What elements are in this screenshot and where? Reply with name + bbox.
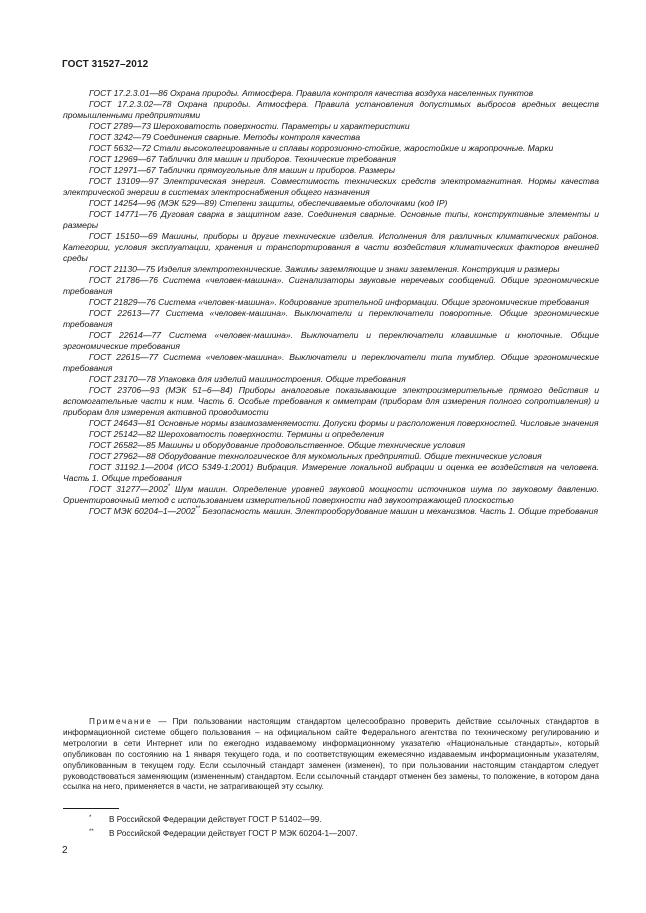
footnote-text: В Российской Федерации действует ГОСТ Р 51402—99.	[109, 815, 322, 824]
reference-item: ГОСТ 17.2.3.02—78 Охрана природы. Атмосфера. Правила установления допустимых выбросов вредных веществ промышленными предприятиями	[63, 99, 599, 120]
reference-item: ГОСТ 14771—76 Дуговая сварка в защитном газе. Соединения сварные. Основные типы, конструктивные элементы и размеры	[63, 209, 599, 230]
references-list	[63, 88, 599, 517]
reference-item: ГОСТ 15150—69 Машины, приборы и другие технические изделия. Исполнения для различных климатических районов. Категории, условия эксплуатации, хранения и транспортирования в части воздействия климатических факторов внешней среды	[63, 231, 599, 263]
page-number: 2	[62, 845, 68, 856]
footnote-mark: **	[89, 829, 94, 835]
reference-item: ГОСТ 25142—82 Шероховатость поверхности. Термины и определения	[89, 429, 384, 439]
footnote-text: В Российской Федерации действует ГОСТ Р МЭК 60204-1—2007.	[109, 829, 358, 838]
reference-item	[63, 506, 599, 517]
reference-item: ГОСТ 12969—67 Таблички для машин и приборов. Технические требования	[89, 154, 397, 164]
reference-item: ГОСТ 24643—81 Основные нормы взаимозаменяемости. Допуски формы и расположения поверхностей. Числовые значения	[89, 418, 599, 428]
note-paragraph	[63, 717, 599, 793]
reference-item: ГОСТ 3242—79 Соединения сварные. Методы контроля качества	[89, 132, 361, 142]
footnote-ref[interactable]: **	[195, 506, 201, 513]
note-text: — При пользовании настоящим стандартом целесообразно проверить действие ссылочных стандартов в информационной системе общего пользования – на официальном сайте Федерального агентства по техническому регулированию и метрологии в сети Интернет или по ежегодно издаваемому информационному указателю «Национальные стандарты», который опубликован по состоянию на 1 января текущего года, и по соответствующим ежемесячно издаваемым информационным указателям, опубликованным в текущем году. Если ссылочный стандарт заменен (изменен), то при пользовании настоящим стандартом следует руководствоваться заменяющим (измененным) стандартом. Если ссылочный стандарт отменен без замены, то положение, в котором дана ссылка на него, применяется в части, не затрагивающей эту ссылку.	[63, 717, 599, 792]
reference-item: ГОСТ 23706—93 (МЭК 51–6—84) Приборы аналоговые показывающие электроизмерительные прямого действия и вспомогательные части к ним. Часть 6. Особые требования к омметрам (приборам для измерения полного сопротивления) и приборам для измерения активной проводимости	[63, 385, 599, 417]
reference-item: ГОСТ 23170—78 Упаковка для изделий машиностроения. Общие требования	[89, 374, 406, 384]
footnotes	[89, 812, 358, 840]
footnote	[89, 812, 358, 826]
reference-item: ГОСТ 13109—97 Электрическая энергия. Совместимость технических средств электромагнитная. Нормы качества электрической энергии в системах электроснабжения общего назначения	[63, 176, 599, 197]
reference-item: ГОСТ 22613—77 Система «человек-машина». Выключатели и переключатели поворотные. Общие эргономические требования	[63, 308, 599, 329]
reference-item: ГОСТ 2789—73 Шероховатость поверхности. Параметры и характеристики	[89, 121, 410, 131]
reference-title: Шум машин. Определение уровней звуковой мощности источников шума по звуковому давлению. Ориентировочный метод с использованием измерительной поверхности над звукоотражающей плоскостью	[63, 484, 599, 505]
reference-item: ГОСТ 22614—77 Система «человек-машина». Выключатели и переключатели клавишные и кнопочные. Общие эргономические требования	[63, 330, 599, 351]
reference-item: ГОСТ 31192.1—2004 (ИСО 5349-1:2001) Вибрация. Измерение локальной вибрации и оценка ее воздействия на человека. Часть 1. Общие требования	[63, 462, 599, 483]
reference-code: ГОСТ МЭК 60204–1—2002	[89, 506, 196, 516]
reference-item: ГОСТ 27962—88 Оборудование технологическое для мукомольных предприятий. Общие технические условия	[89, 451, 542, 461]
footnote	[89, 826, 358, 840]
footnote-divider	[63, 808, 119, 809]
reference-item: ГОСТ 17.2.3.01—86 Охрана природы. Атмосфера. Правила контроля качества воздуха населенных пунктов	[89, 88, 534, 98]
reference-item: ГОСТ 5632—72 Стали высоколегированные и сплавы коррозионно-стойкие, жаростойкие и жаропрочные. Марки	[89, 143, 554, 153]
reference-item: ГОСТ 12971—67 Таблички прямоугольные для машин и приборов. Размеры	[89, 165, 396, 175]
reference-item: ГОСТ 21786—76 Система «человек-машина». Сигнализаторы звуковые неречевых сообщений. Общие эргономические требования	[63, 275, 599, 296]
reference-item	[63, 484, 599, 506]
footnote-ref[interactable]: *	[167, 484, 171, 491]
reference-item: ГОСТ 22615—77 Система «человек-машина». Выключатели и переключатели типа тумблер. Общие эргономические требования	[63, 352, 599, 373]
reference-item: ГОСТ 21130—75 Изделия электротехнические. Зажимы заземляющие и знаки заземления. Конструкция и размеры	[89, 264, 560, 274]
note-label: Примечание	[89, 717, 153, 726]
reference-item: ГОСТ 21829—76 Система «человек-машина». Кодирование зрительной информации. Общие эргономические требования	[89, 297, 590, 307]
page-header: ГОСТ 31527–2012	[62, 59, 149, 70]
reference-item: ГОСТ 14254—96 (МЭК 529—89) Степени защиты, обеспечиваемые оболочками (код IP)	[89, 198, 448, 208]
reference-title: Безопасность машин. Электрооборудование машин и механизмов. Часть 1. Общие требования	[200, 506, 599, 516]
reference-code: ГОСТ 31277—2002	[89, 484, 168, 494]
reference-item: ГОСТ 26582—85 Машины и оборудование продовольственное. Общие технические условия	[89, 440, 466, 450]
footnote-mark: *	[89, 815, 92, 821]
